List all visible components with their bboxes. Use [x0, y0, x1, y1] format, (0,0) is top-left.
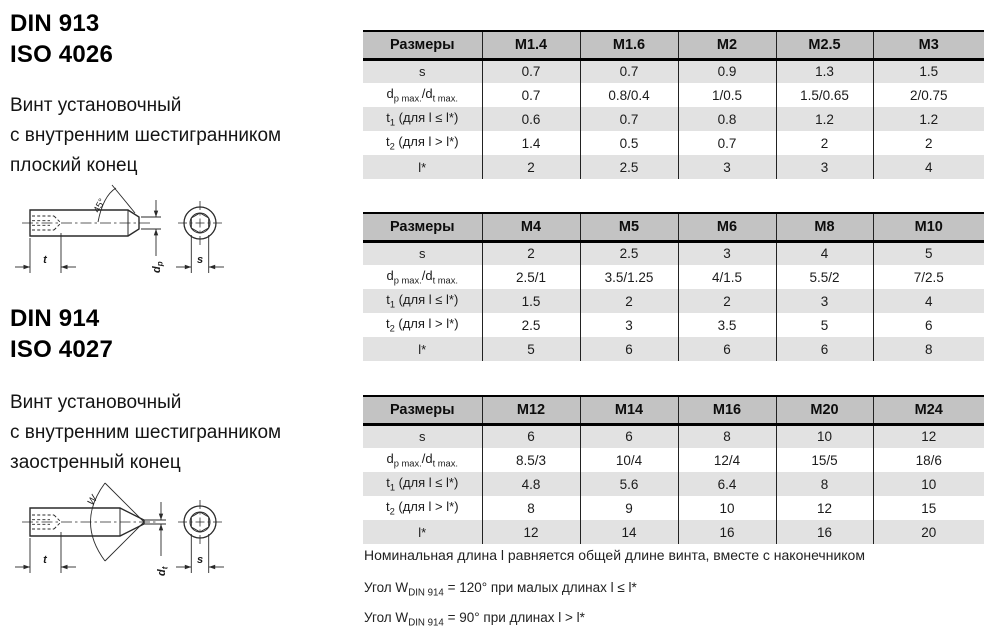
- dimension-socket-depth-t: [15, 233, 76, 273]
- dimension-value: 2: [580, 289, 678, 313]
- row-label: s: [419, 64, 426, 80]
- dimension-value: 2.5: [482, 313, 580, 337]
- dimension-value: 2.5/1: [482, 265, 580, 289]
- dimension-value: 4.8: [482, 472, 580, 496]
- cone-angle-label: W: [85, 493, 101, 508]
- dt-main: d: [156, 569, 168, 576]
- dimension-value: 5: [776, 313, 873, 337]
- dimension-value: 6: [678, 337, 776, 361]
- size-column-header: M3: [873, 31, 984, 59]
- dimension-value: 0.7: [580, 59, 678, 83]
- table-header-row: [363, 396, 984, 424]
- dimension-value: 15: [873, 496, 984, 520]
- dimension-value: 10: [678, 496, 776, 520]
- row-label: l*: [418, 341, 427, 357]
- dimension-value: 5: [873, 241, 984, 265]
- size-column-header: M10: [873, 213, 984, 241]
- dimension-value: 1/0.5: [678, 83, 776, 107]
- dimension-tip-diameter-dt: [144, 502, 170, 576]
- dimension-value: 16: [678, 520, 776, 544]
- row-label: $t_1$ (для l ≤ l*): [386, 292, 459, 310]
- dimension-value: 7/2.5: [873, 265, 984, 289]
- table-row: [363, 241, 984, 265]
- size-column-header: M2: [678, 31, 776, 59]
- dimension-value: 0.7: [482, 83, 580, 107]
- dimension-value: 8: [776, 472, 873, 496]
- sizes-corner-header: Размеры: [363, 396, 482, 424]
- dimension-value: 14: [580, 520, 678, 544]
- dimension-value: 3: [678, 155, 776, 179]
- dimension-value: 12: [776, 496, 873, 520]
- dimension-value: 8.5/3: [482, 448, 580, 472]
- dimension-value: 0.9: [678, 59, 776, 83]
- dimension-value: 8: [678, 424, 776, 448]
- din-914-line: DIN 914: [10, 305, 100, 332]
- dimension-s-label: s: [196, 554, 204, 566]
- dimension-value: 2.5: [580, 241, 678, 265]
- dimension-value: 10: [776, 424, 873, 448]
- dimension-t-label: t: [43, 554, 47, 566]
- dimension-value: 6: [873, 313, 984, 337]
- din-913-line: DIN 913: [10, 10, 100, 37]
- dimension-value: 12: [873, 424, 984, 448]
- dimension-socket-depth-t: [15, 532, 76, 573]
- size-column-header: M20: [776, 396, 873, 424]
- dimension-value: 16: [776, 520, 873, 544]
- dimension-dt-label: [156, 566, 170, 576]
- dimension-value: 6: [580, 424, 678, 448]
- table-row: [363, 83, 984, 107]
- dimension-value: 0.8: [678, 107, 776, 131]
- description-line: Винт установочный: [10, 392, 182, 413]
- description-line: заостренный конец: [10, 452, 181, 473]
- screw-end-view: [178, 201, 222, 245]
- dp-main: d: [151, 266, 163, 273]
- dimension-value: 1.5/0.65: [776, 83, 873, 107]
- note-nominal-length: Номинальная длина l равняется общей длине винта, вместе с наконечником: [364, 547, 865, 563]
- description-line: плоский конец: [10, 155, 138, 176]
- dimension-point-diameter-dp: [141, 200, 165, 273]
- dimension-value: 8: [873, 337, 984, 361]
- description-line: Винт установочный: [10, 95, 182, 116]
- size-column-header: M1.6: [580, 31, 678, 59]
- size-column-header: M5: [580, 213, 678, 241]
- table-row: [363, 424, 984, 448]
- dimension-value: 2: [678, 289, 776, 313]
- dimension-value: 5.5/2: [776, 265, 873, 289]
- size-column-header: M1.4: [482, 31, 580, 59]
- iso-4027-line: ISO 4027: [10, 336, 114, 363]
- table-row: [363, 337, 984, 361]
- table-row: [363, 265, 984, 289]
- dimension-value: 2.5: [580, 155, 678, 179]
- size-column-header: M16: [678, 396, 776, 424]
- table-row: [363, 131, 984, 155]
- note-angle-120: Угол $W_{DIN 914} = 120^\circ$ при малых длинах l ≤ l*: [364, 580, 637, 599]
- dimension-value: 15/5: [776, 448, 873, 472]
- dimension-value: 6.4: [678, 472, 776, 496]
- footnotes: [364, 547, 865, 628]
- dimension-value: 0.5: [580, 131, 678, 155]
- iso-4026-line: ISO 4026: [10, 41, 114, 68]
- row-label: $t_2$ (для l > l*): [385, 134, 459, 152]
- dimension-value: 1.2: [776, 107, 873, 131]
- technical-drawing-din914-cone-point: [8, 470, 240, 602]
- dimension-value: 2: [482, 155, 580, 179]
- dimension-value: 2: [873, 131, 984, 155]
- dimension-value: 0.7: [678, 131, 776, 155]
- dimension-value: 1.3: [776, 59, 873, 83]
- size-column-header: M8: [776, 213, 873, 241]
- dimension-value: 10: [873, 472, 984, 496]
- sizes-corner-header: Размеры: [363, 31, 482, 59]
- table-row: [363, 496, 984, 520]
- sizes-corner-header: Размеры: [363, 213, 482, 241]
- size-column-header: M24: [873, 396, 984, 424]
- dimension-value: 5.6: [580, 472, 678, 496]
- dimension-value: 0.8/0.4: [580, 83, 678, 107]
- size-column-header: M14: [580, 396, 678, 424]
- dimension-value: 4: [873, 155, 984, 179]
- dp-sub: p: [155, 261, 165, 267]
- row-label: $t_1$ (для l ≤ l*): [386, 110, 459, 128]
- table-row: [363, 155, 984, 179]
- chamfer-angle-label: 45°: [91, 196, 109, 215]
- dimension-value: 5: [482, 337, 580, 361]
- row-label: s: [419, 429, 426, 445]
- row-label: $t_1$ (для l ≤ l*): [386, 475, 459, 493]
- description-din913: [10, 91, 281, 181]
- row-label: $t_2$ (для l > l*): [385, 316, 459, 334]
- description-din914: [10, 388, 281, 478]
- dimension-value: 18/6: [873, 448, 984, 472]
- dimension-value: 4: [873, 289, 984, 313]
- table-row: [363, 59, 984, 83]
- dimension-value: 12/4: [678, 448, 776, 472]
- size-column-header: M12: [482, 396, 580, 424]
- dimension-value: 0.6: [482, 107, 580, 131]
- table-row: [363, 289, 984, 313]
- screw-side-view: [22, 210, 150, 236]
- dimension-s-label: s: [196, 254, 204, 266]
- dimension-value: 3.5: [678, 313, 776, 337]
- screw-end-view: [178, 500, 222, 544]
- dimension-value: 2/0.75: [873, 83, 984, 107]
- row-label: $d_{p max.}/d_{t max.}$: [386, 451, 459, 469]
- dimension-value: 3: [580, 313, 678, 337]
- dimension-value: 2: [776, 131, 873, 155]
- table-row: [363, 448, 984, 472]
- dimension-value: 3: [776, 289, 873, 313]
- table-header-row: [363, 31, 984, 59]
- dimension-value: 1.5: [482, 289, 580, 313]
- dimension-value: 10/4: [580, 448, 678, 472]
- dimension-value: 3.5/1.25: [580, 265, 678, 289]
- dimension-value: 20: [873, 520, 984, 544]
- dimension-value: 4: [776, 241, 873, 265]
- row-label: l*: [418, 524, 427, 540]
- dimension-value: 6: [776, 337, 873, 361]
- dimension-value: 3: [776, 155, 873, 179]
- dimension-table-m1.4-m3: [363, 30, 984, 179]
- standard-heading-din913: [10, 8, 113, 70]
- dimension-value: 6: [580, 337, 678, 361]
- size-column-header: M4: [482, 213, 580, 241]
- dimension-table-m4-m10: [363, 212, 984, 361]
- dimension-value: 2: [482, 241, 580, 265]
- row-label: s: [419, 246, 426, 262]
- size-column-header: M6: [678, 213, 776, 241]
- row-label: $d_{p max.}/d_{t max.}$: [386, 268, 459, 286]
- note-angle-90: Угол $W_{DIN 914} = 90^\circ$ при длинах l > l*: [364, 609, 585, 628]
- dimension-dp-label: [151, 261, 165, 273]
- table-header-row: [363, 213, 984, 241]
- dimension-table-m12-m24: [363, 395, 984, 544]
- row-label: $d_{p max.}/d_{t max.}$: [386, 86, 459, 104]
- table-row: [363, 107, 984, 131]
- dimension-value: 0.7: [482, 59, 580, 83]
- table-row: [363, 313, 984, 337]
- description-line: с внутренним шестигранником: [10, 422, 282, 443]
- description-line: с внутренним шестигранником: [10, 125, 282, 146]
- row-label: $t_2$ (для l > l*): [385, 499, 459, 517]
- dimension-value: 1.2: [873, 107, 984, 131]
- screw-side-view: [22, 508, 158, 536]
- dimension-value: 8: [482, 496, 580, 520]
- dimension-value: 12: [482, 520, 580, 544]
- dimension-value: 4/1.5: [678, 265, 776, 289]
- dimension-value: 6: [482, 424, 580, 448]
- dimension-value: 9: [580, 496, 678, 520]
- dimension-value: 0.7: [580, 107, 678, 131]
- dimension-value: 1.5: [873, 59, 984, 83]
- row-label: l*: [418, 159, 427, 175]
- dimension-value: 3: [678, 241, 776, 265]
- dt-sub: t: [160, 566, 170, 570]
- dimension-value: 1.4: [482, 131, 580, 155]
- technical-drawing-din913-flat-point: [8, 176, 240, 296]
- table-row: [363, 472, 984, 496]
- size-column-header: M2.5: [776, 31, 873, 59]
- dimension-t-label: t: [43, 254, 47, 266]
- standard-heading-din914: [10, 303, 113, 365]
- table-row: [363, 520, 984, 544]
